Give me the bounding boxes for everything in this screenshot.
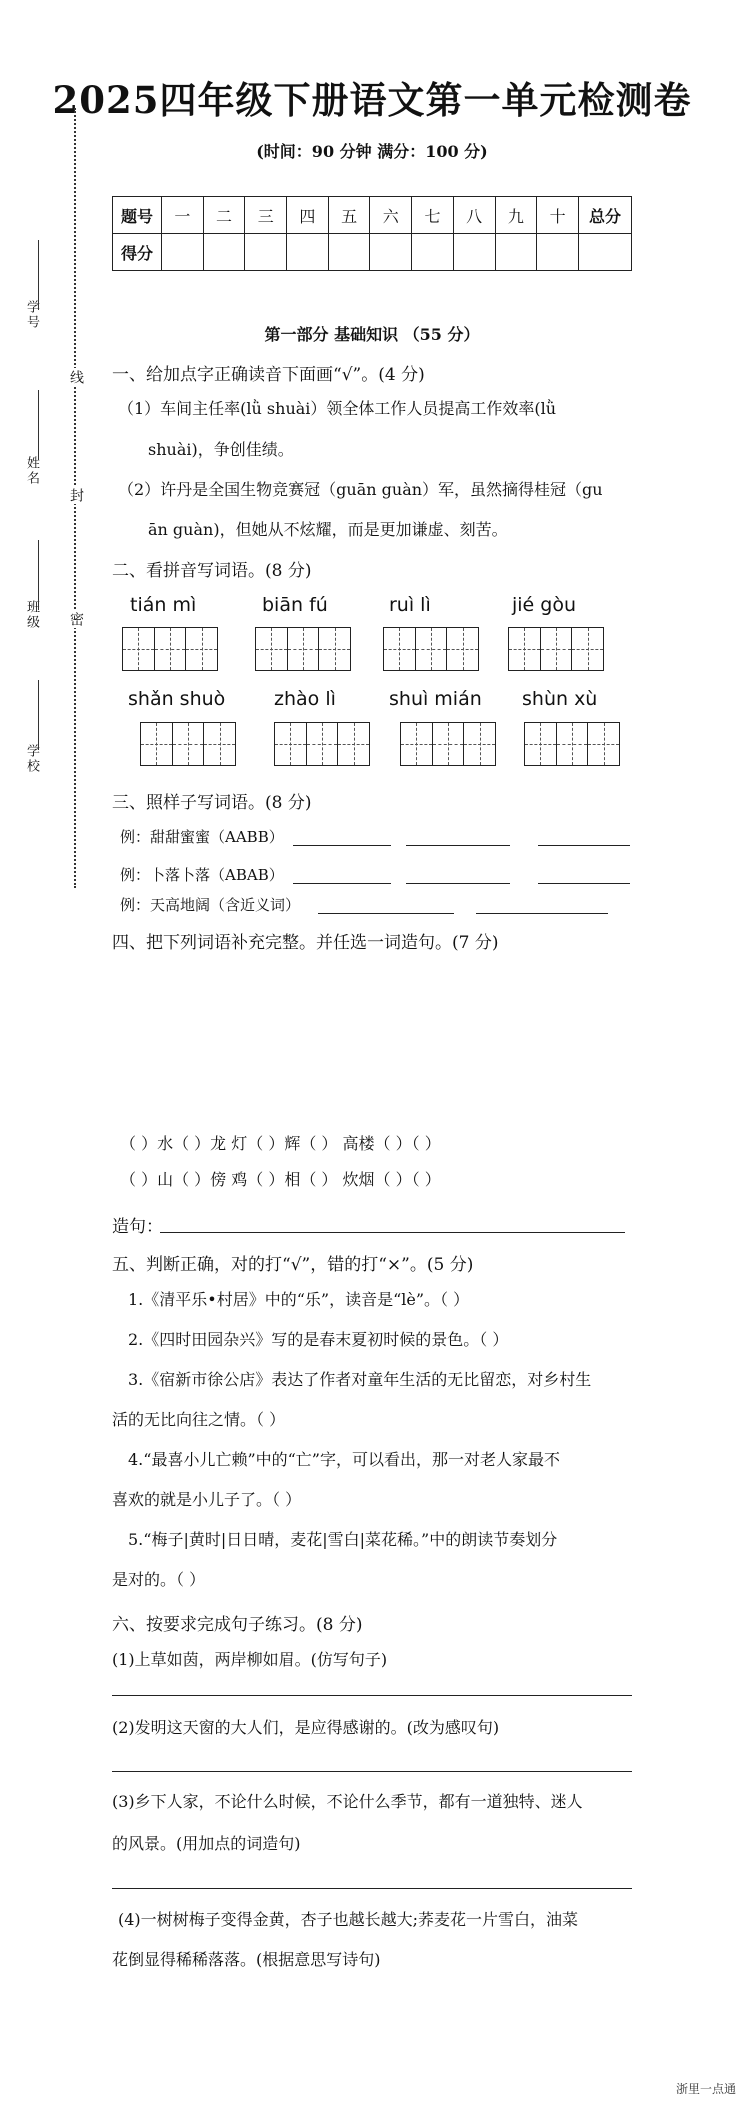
page-title: 2025四年级下册语文第一单元检测卷: [52, 78, 692, 122]
score-cell[interactable]: [495, 234, 537, 271]
writing-grid[interactable]: [383, 627, 479, 671]
score-header-cell: 总分: [579, 197, 632, 234]
writing-grid[interactable]: [400, 722, 496, 766]
score-table-header-row: [113, 197, 632, 234]
score-cell[interactable]: [579, 234, 632, 271]
pinyin-label: jié gòu: [512, 594, 577, 616]
answer-blank[interactable]: [406, 883, 510, 884]
binding-mark-feng: 封: [68, 488, 84, 502]
score-table: [112, 196, 632, 271]
score-header-cell: 五: [328, 197, 370, 234]
score-cell[interactable]: [537, 234, 579, 271]
pinyin-label: shùn xù: [522, 688, 598, 710]
exam-time-info: (时间：90 分钟 满分：100 分): [256, 142, 488, 161]
q6-answer-line[interactable]: [112, 1888, 632, 1889]
pinyin-label: shǎn shuò: [128, 688, 226, 710]
score-cell[interactable]: [328, 234, 370, 271]
q2-title: 二、看拼音写词语。(8 分): [112, 561, 312, 581]
writing-grid[interactable]: [508, 627, 604, 671]
name-line[interactable]: [38, 390, 39, 460]
score-cell[interactable]: [287, 234, 329, 271]
q1-line2: shuài)，争创佳绩。: [148, 440, 294, 459]
q6-sentence4b: 花倒显得稀稀落落。(根据意思写诗句): [112, 1950, 381, 1969]
pinyin-label: tián mì: [130, 594, 197, 616]
score-header-cell: 三: [245, 197, 287, 234]
writing-grid[interactable]: [524, 722, 620, 766]
pinyin-label: biān fú: [262, 594, 328, 616]
q4-make-sentence-label: 造句：: [112, 1217, 163, 1237]
score-header-cell: 十: [537, 197, 579, 234]
q5-item5b: 是对的。（ ）: [112, 1570, 206, 1589]
q5-item3b: 活的无比向往之情。（ ）: [112, 1410, 286, 1429]
score-header-cell: 一: [162, 197, 204, 234]
q6-sentence3b: 的风景。(用加点的词造句): [112, 1834, 301, 1853]
answer-blank[interactable]: [406, 845, 510, 846]
writing-grid[interactable]: [274, 722, 370, 766]
q6-title: 六、按要求完成句子练习。(8 分): [112, 1615, 363, 1635]
q3-example3: 例：天高地阔（含近义词）: [120, 896, 301, 914]
score-cell[interactable]: [162, 234, 204, 271]
pinyin-label: zhào lì: [274, 688, 336, 710]
binding-mark-xian: 线: [68, 370, 84, 384]
score-table-score-row: [113, 234, 632, 271]
score-header-cell: 二: [203, 197, 245, 234]
q4-row1: （ ）水（ ）龙 灯（ ）辉（ ） 高楼（ ）（ ）: [120, 1134, 441, 1153]
part1-heading: 第一部分 基础知识 （55 分）: [264, 325, 480, 344]
q6-answer-line[interactable]: [112, 1771, 632, 1772]
q5-item2: 2.《四时田园杂兴》写的是春末夏初时候的景色。（ ）: [128, 1330, 509, 1349]
answer-blank[interactable]: [476, 913, 608, 914]
q5-item4a: 4.“最喜小儿亡赖”中的“亡”字，可以看出，那一对老人家最不: [128, 1450, 560, 1469]
answer-blank[interactable]: [318, 913, 454, 914]
score-header-cell: 八: [453, 197, 495, 234]
school-line[interactable]: [38, 680, 39, 750]
q3-example1: 例：甜甜蜜蜜（AABB）: [120, 828, 284, 846]
score-header-cell: 七: [412, 197, 454, 234]
q5-item1: 1.《清平乐•村居》中的“乐”，读音是“lè”。（ ）: [128, 1290, 470, 1309]
q1-line3: （2）许丹是全国生物竞赛冠（guān guàn）军，虽然摘得桂冠（gu: [118, 480, 603, 499]
q4-row2: （ ）山（ ）傍 鸡（ ）相（ ） 炊烟（ ）（ ）: [120, 1170, 441, 1189]
q6-sentence1: (1)上草如茵，两岸柳如眉。(仿写句子): [112, 1650, 388, 1669]
footer-watermark: 浙里一点通: [675, 2082, 736, 2096]
q3-title: 三、照样子写词语。(8 分): [112, 793, 312, 813]
score-cell[interactable]: [245, 234, 287, 271]
score-header-cell: 题号: [113, 197, 162, 234]
score-cell[interactable]: [370, 234, 412, 271]
q5-title: 五、判断正确，对的打“√”，错的打“×”。(5 分): [112, 1255, 474, 1275]
pinyin-label: shuì mián: [389, 688, 482, 710]
pinyin-label: ruì lì: [389, 594, 431, 616]
score-cell[interactable]: [203, 234, 245, 271]
score-cell[interactable]: [453, 234, 495, 271]
q4-title: 四、把下列词语补充完整。并任选一词造句。(7 分): [112, 933, 499, 953]
answer-blank[interactable]: [293, 845, 391, 846]
student-id-label: 学号: [24, 300, 39, 330]
student-id-line[interactable]: [38, 240, 39, 310]
name-label: 姓名: [24, 456, 39, 486]
writing-grid[interactable]: [140, 722, 236, 766]
q6-sentence4a: (4)一树树梅子变得金黄，杏子也越长越大;荞麦花一片雪白，油菜: [118, 1910, 579, 1929]
score-header-cell: 六: [370, 197, 412, 234]
writing-grid[interactable]: [122, 627, 218, 671]
school-label: 学校: [24, 744, 39, 774]
score-header-cell: 九: [495, 197, 537, 234]
class-label: 班级: [24, 600, 39, 630]
class-line[interactable]: [38, 540, 39, 610]
writing-grid[interactable]: [255, 627, 351, 671]
q5-item3a: 3.《宿新市徐公店》表达了作者对童年生活的无比留恋，对乡村生: [128, 1370, 592, 1389]
q1-line1: （1）车间主任率(lǜ shuài）领全体工作人员提高工作效率(lǜ: [118, 399, 557, 418]
answer-blank[interactable]: [538, 883, 630, 884]
answer-blank[interactable]: [293, 883, 391, 884]
q6-sentence3a: (3)乡下人家，不论什么时候，不论什么季节，都有一道独特、迷人: [112, 1792, 583, 1811]
binding-mark-mi: 密: [68, 612, 84, 626]
score-cell[interactable]: [412, 234, 454, 271]
q6-answer-line[interactable]: [112, 1695, 632, 1696]
q1-title: 一、给加点字正确读音下面画“√”。(4 分): [112, 365, 425, 385]
score-header-cell: 四: [287, 197, 329, 234]
q1-line4: ān guàn)，但她从不炫耀，而是更加谦虚、刻苦。: [148, 520, 508, 539]
q5-item4b: 喜欢的就是小儿子了。（ ）: [112, 1490, 302, 1509]
q6-sentence2: (2)发明这天窗的大人们，是应得感谢的。(改为感叹句): [112, 1718, 500, 1737]
sentence-answer-line[interactable]: [160, 1232, 625, 1233]
q5-item5a: 5.“梅子|黄时|日日晴，麦花|雪白|菜花稀。”中的朗读节奏划分: [128, 1530, 558, 1549]
q3-example2: 例：卜落卜落（ABAB）: [120, 866, 284, 884]
answer-blank[interactable]: [538, 845, 630, 846]
score-row-label: 得分: [113, 234, 162, 271]
